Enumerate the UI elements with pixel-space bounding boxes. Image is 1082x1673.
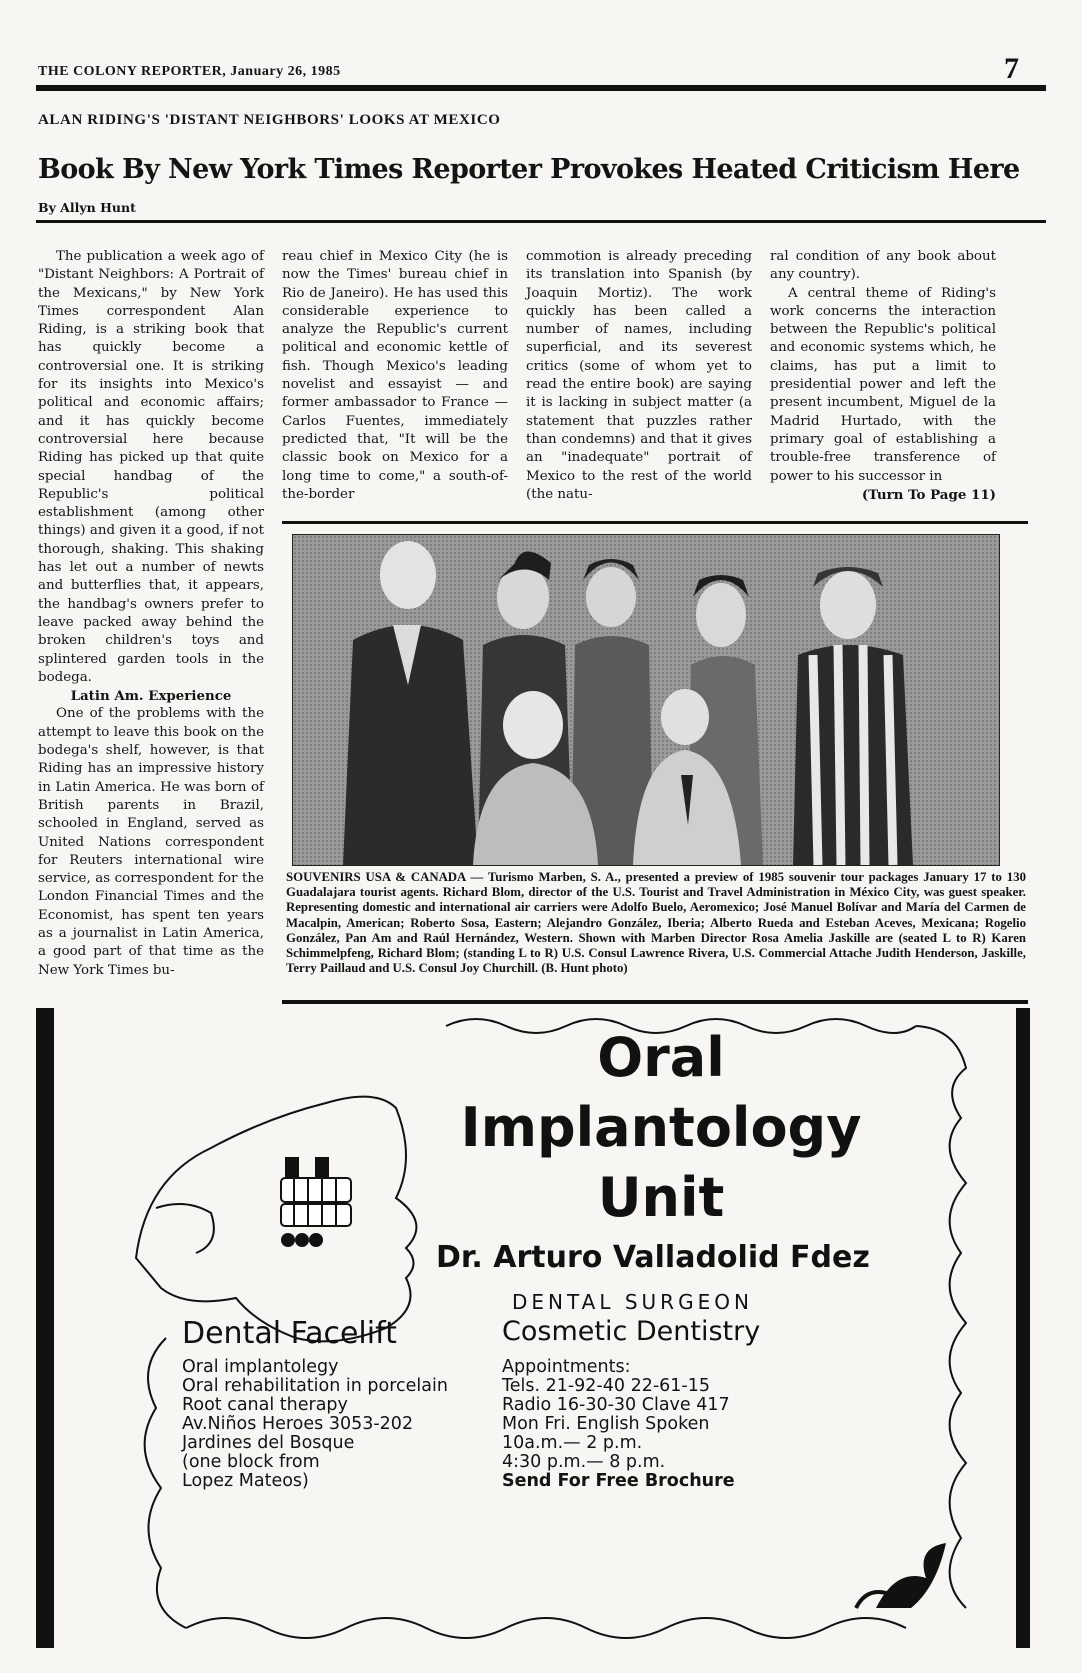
headline-rule	[36, 220, 1046, 223]
ad-right-line: Send For Free Brochure	[502, 1471, 735, 1491]
ad-right-line: Tels. 21-92-40 22-61-15	[502, 1376, 711, 1396]
col4-paragraph-2: A central theme of Riding's work concerns the interaction between the Republic's political and economic systems which, he claims, has put a limit to presidential power and left the present incumbent, Miguel de la Madrid Hurtado, with the primary goal of establishing a trouble-free transference of power to his successor in	[770, 285, 996, 484]
ad-left-line: (one block from	[182, 1452, 320, 1472]
ad-right-line: Radio 16-30-30 Clave 417	[502, 1395, 730, 1415]
article-column-4	[770, 248, 996, 504]
col3-paragraph: commotion is already preceding its translation into Spanish (by Joaquin Mortiz). The work quickly has been called a number of names, including superficial, and its severest critics (some of whom yet to read the entire book) are saying it is lacking in subject matter (a statement that puzzles rather than condemns) and that it gives an "inadequate" portrait of Mexico to the rest of the world (the natu-	[526, 249, 752, 502]
ad-left-line: Jardines del Bosque	[182, 1433, 355, 1453]
group-photo	[292, 534, 1000, 866]
ad-doctor-name: Dr. Arturo Valladolid Fdez	[436, 1240, 870, 1275]
ad-right-heading: Cosmetic Dentistry	[502, 1316, 761, 1347]
page-number: 7	[1004, 52, 1019, 85]
caption-rule	[282, 1000, 1028, 1004]
article-column-3	[526, 248, 752, 504]
group-photo-illustration	[293, 535, 999, 865]
kicker: ALAN RIDING'S 'DISTANT NEIGHBORS' LOOKS AT MEXICO	[38, 112, 501, 128]
dental-advertisement	[36, 1008, 1046, 1668]
dental-implant-illustration	[281, 1158, 351, 1246]
ad-right-list	[502, 1358, 735, 1491]
headline: Book By New York Times Reporter Provokes Heated Criticism Here	[38, 154, 1020, 185]
ad-right-line: 4:30 p.m.— 8 p.m.	[502, 1452, 666, 1472]
col1-paragraph-1: The publication a week ago of "Distant Neighbors: A Portrait of the Mexicans," by New York Times correspondent Alan Riding, is a striking book that has quickly become a controversial one. It is striking for its insights into Mexico's political and economic affairs; and it has quickly become controversial here because Riding has picked up that quite special handbag of the Republic's political establishment (among other things) and given it a good, if not thorough, shaking. This shaking has let out a number of newts and butterflies that, it appears, the handbag's owners prefer to leave packed away behind the broken children's toys and splintered garden tools in the bodega.	[38, 249, 264, 685]
col2-paragraph: reau chief in Mexico City (he is now the Times' bureau chief in Rio de Janeiro). He has used this considerable experience to analyze the Republic's current political and economic kettle of fish. Though Mexico's leading novelist and essayist — and former ambassador to France — Carlos Fuentes, immediately predicted that, "It will be the classic book on Mexico for a long time to come," a south-of-the-border	[282, 249, 508, 502]
col1-paragraph-2: One of the problems with the attempt to leave this book on the bodega's shelf, however, is that Riding has an impressive history in Latin America. He was born of British parents in Brazil, schooled in England, served as United Nations correspondent for Reuters international wire service, as correspondent for the London Financial Times and the Economist, has spent ten years as a journalist in Latin America, a good part of that time as the New York Times bu-	[38, 706, 264, 978]
ad-left-line: Oral implantolegy	[182, 1357, 339, 1377]
article-column-1	[38, 248, 264, 980]
face-profile	[136, 1097, 416, 1342]
photo-top-rule	[282, 521, 1028, 524]
masthead-rule	[36, 85, 1046, 91]
jump-line: (Turn To Page 11)	[861, 486, 996, 503]
ad-left-list	[182, 1358, 448, 1491]
ad-title-implantology: Implantology	[460, 1096, 862, 1159]
ad-specialty: DENTAL SURGEON	[512, 1290, 753, 1314]
article-column-2	[282, 248, 508, 504]
byline: By Allyn Hunt	[38, 200, 136, 215]
ad-left-line: Lopez Mateos)	[182, 1471, 309, 1491]
ad-left-line: Av.Niños Heroes 3053-202	[182, 1414, 414, 1434]
paper-dateline: THE COLONY REPORTER, January 26, 1985	[38, 64, 341, 79]
col4-paragraph-1: ral condition of any book about any country).	[770, 249, 996, 283]
ad-left-line: Oral rehabilitation in porcelain	[182, 1376, 448, 1396]
photo-caption: SOUVENIRS USA & CANADA — Turismo Marben, S. A., presented a preview of 1985 souvenir tour packages January 17 to 130 Guadalajara tourist agents. Richard Blom, director of the U.S. Tourist and Travel Administration in México City, was guest speaker. Representing domestic and international air carriers were Adolfo Buelo, Aeromexico; José Manuel Bolívar and María del Carmen de Macalpin, American; Roberto Sosa, Eastern; Alejandro González, Iberia; Alberto Rueda and Esteban Aceves, Mexicana; Rogelio González, Pan Am and Raúl Hernández, Western. Shown with Marben Director Rosa Amelia Jaskille are (seated L to R) Karen Schimmelpfeng, Richard Blom; (standing L to R) U.S. Consul Lawrence Rivera, U.S. Commercial Attache Judith Henderson, Jaskille, Terry Paillaud and U.S. Consul Joy Churchill. (B. Hunt photo)	[286, 870, 1026, 976]
ad-right-line: 10a.m.— 2 p.m.	[502, 1433, 643, 1453]
ad-title-oral: Oral	[597, 1026, 725, 1089]
ad-right-line: Appointments:	[502, 1357, 631, 1377]
subhead: Latin Am. Experience	[70, 688, 232, 705]
ad-left-line: Root canal therapy	[182, 1395, 348, 1415]
ad-right-line: Mon Fri. English Spoken	[502, 1414, 710, 1434]
ad-title-unit: Unit	[597, 1166, 725, 1229]
ad-left-heading: Dental Facelift	[182, 1316, 397, 1351]
